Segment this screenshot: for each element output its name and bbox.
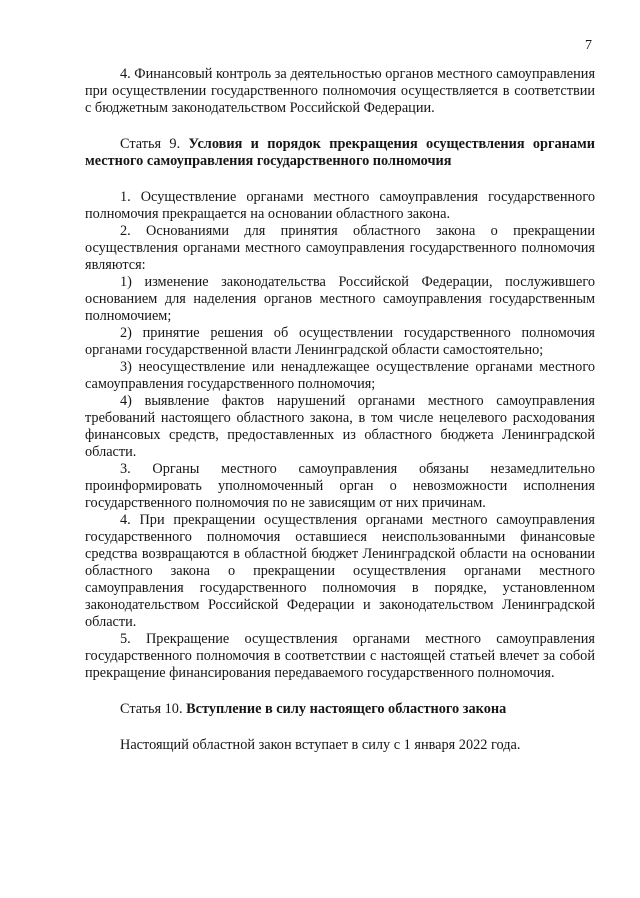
article9-item-2-sub-4: 4) выявление фактов нарушений органами местного самоуправления требований настоящего областного закона, в том числе нецелевого расходования финансовых средств, предоставленных из областного бюджета Ленинградской области.: [85, 393, 595, 460]
article9-item-2-sub-2: 2) принятие решения об осуществлении государственного полномочия органами государственной власти Ленинградской области самостоятельно;: [85, 325, 595, 358]
article9-heading: [85, 136, 595, 170]
article9-item-5: 5. Прекращение осуществления органами местного самоуправления государственного полномочия в соответствии с настоящей статьей влечет за собой прекращение финансирования передаваемого государственного полномочия.: [85, 631, 595, 681]
article9-item-1: 1. Осуществление органами местного самоуправления государственного полномочия прекращается на основании областного закона.: [85, 189, 595, 222]
article9-item-2: 2. Основаниями для принятия областного закона о прекращении осуществления органами местного самоуправления государственного полномочия являются:: [85, 223, 595, 273]
page-number: 7: [585, 38, 592, 53]
article10-heading: [85, 701, 595, 718]
article9-item-4: 4. При прекращении осуществления органами местного самоуправления государственного полномочия оставшиеся неиспользованными финансовые средства возвращаются в областной бюджет Ленинградской области на основании областного закона о прекращении осуществления органами местного самоуправления государственного полномочия в порядке, установленном законодательством Российской Федерации и законодательством Ленинградской области.: [85, 512, 595, 630]
article9-item-2-sub-1: 1) изменение законодательства Российской Федерации, послужившего основанием для наделения органов местного самоуправления государственным полномочием;: [85, 274, 595, 324]
article9-title: Условия и порядок прекращения осуществления органами местного самоуправления государственного полномочия: [85, 136, 596, 169]
document-body: [85, 66, 595, 754]
article10-title: Вступление в силу настоящего областного закона: [186, 701, 507, 717]
article10-prefix: Статья 10.: [120, 701, 183, 717]
article8-item-4: 4. Финансовый контроль за деятельностью органов местного самоуправления при осуществлении государственного полномочия осуществляется в соответствии с бюджетным законодательством Российской Федерации.: [85, 66, 596, 116]
article9-item-2-sub-3: 3) неосуществление или ненадлежащее осуществление органами местного самоуправления государственного полномочия;: [85, 359, 595, 392]
article9-item-3: 3. Органы местного самоуправления обязаны незамедлительно проинформировать уполномоченный орган о невозможности исполнения государственного полномочия по не зависящим от них причинам.: [85, 461, 595, 511]
article10-text: Настоящий областной закон вступает в силу с 1 января 2022 года.: [120, 737, 521, 753]
article9-prefix: Статья 9.: [120, 136, 181, 152]
